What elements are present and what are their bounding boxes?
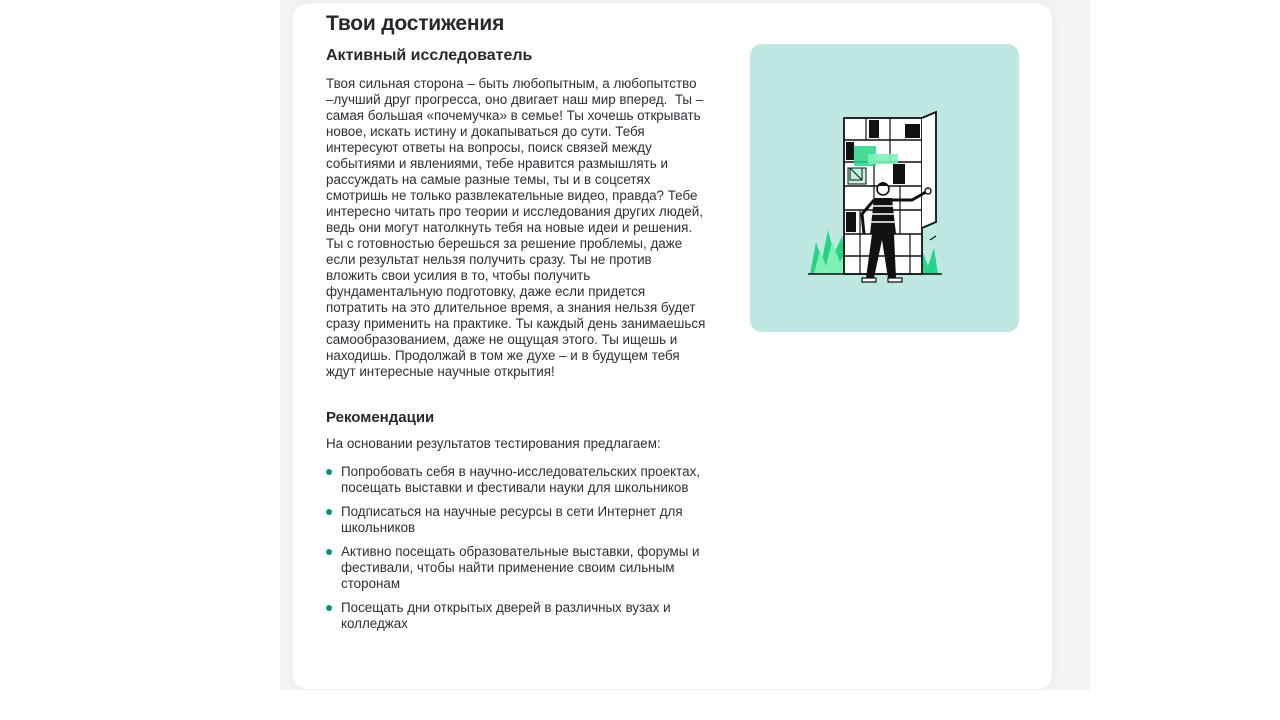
page-background [280,0,1090,690]
recommendation-text: Подписаться на научные ресурсы в сети Интернет для школьников [341,504,683,535]
recommendation-text: Попробовать себя в научно-исследовательских проектах, посещать выставки и фестивали науки для школьников [341,464,701,495]
achievement-content [326,11,710,640]
recommendation-item [326,544,706,592]
bullet-dot-icon [326,509,332,515]
achievement-title: Активный исследователь [326,47,533,64]
recommendation-text: Посещать дни открытых дверей в различных вузах и колледжах [341,600,671,631]
achievements-card [293,4,1052,689]
recommendation-item [326,504,706,536]
explorer-illustration-icon [750,44,1019,332]
achievement-description: Твоя сильная сторона – быть любопытным, а любопытство –лучший друг прогресса, оно двигает наш мир вперед. Ты – самая большая «почемучка» в семье! Ты хочешь открывать новое, искать истину и докапываться до сути. Тебя интересуют ответы на вопросы, поиск связей между событиями и явлениями, тебе нравится размышлять и рассуждать на самые разные темы, ты и в соцсетях смотришь не только развлекательные видео, правда? Тебе интересно читать про теории и исследования других людей, ведь они могут натолкнуть тебя на новые идеи и решения. Ты с готовностью берешься за решение проблемы, даже если результат нельзя получить сразу. Ты не против вложить свои усилия в то, чтобы получить фундаментальную подготовку, даже если придется потратить на это длительное время, а знания нельзя будет сразу применить на практике. Ты каждый день занимаешься самообразованием, даже не ощущая этого. Ты ищешь и находишь. Продолжай в том же духе – и в будущем тебя ждут интересные научные открытия! [326,76,710,379]
bullet-dot-icon [326,549,332,555]
recommendations-intro: На основании результатов тестирования предлагаем: [326,436,661,451]
recommendation-item [326,600,706,632]
bullet-dot-icon [326,469,332,475]
explorer-at-shelves-illustration [750,44,1019,332]
page-title: Твои достижения [326,12,505,35]
recommendation-text: Активно посещать образовательные выставки, форумы и фестивали, чтобы найти применение своим сильным сторонам [341,544,700,591]
recommendations-list [326,464,706,632]
recommendation-item [326,464,706,496]
bullet-dot-icon [326,605,332,611]
recommendations-title: Рекомендации [326,409,435,426]
